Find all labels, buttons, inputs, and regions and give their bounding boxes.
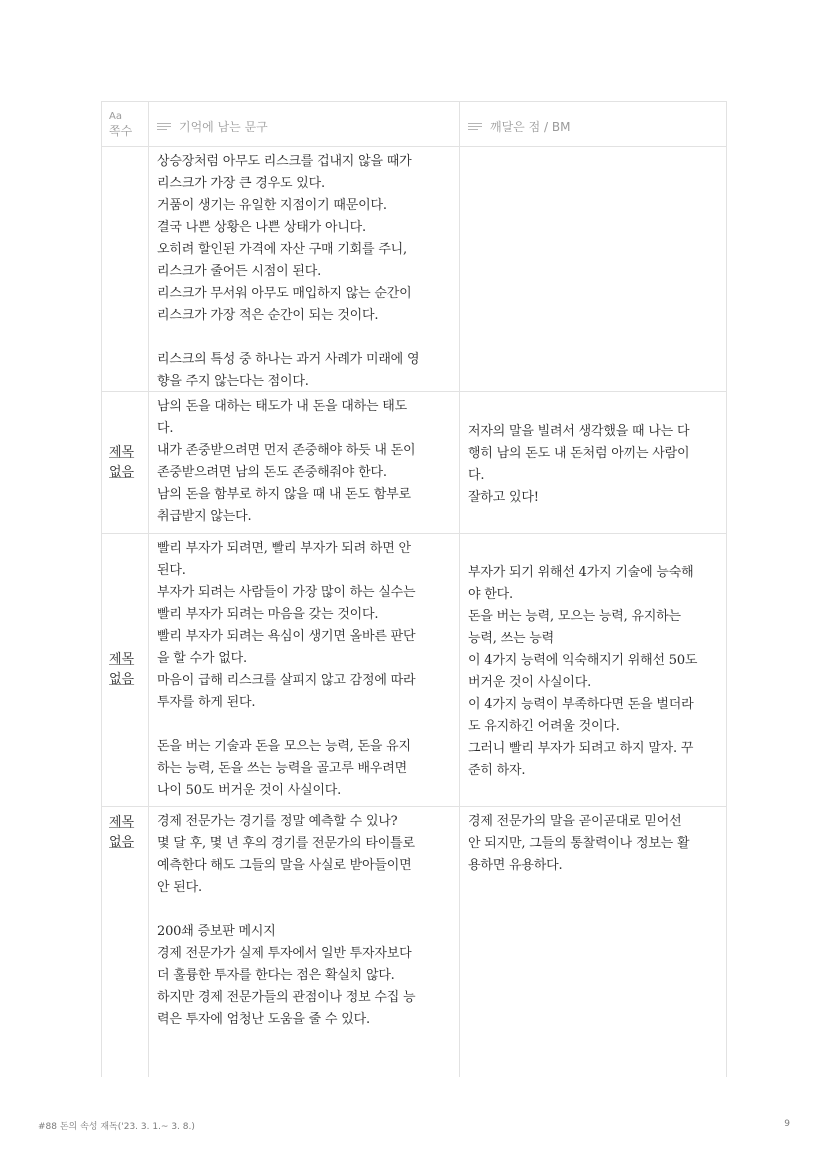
header-insight-label: 깨달은 점 / BM xyxy=(490,119,571,134)
page-cell[interactable] xyxy=(101,807,148,1077)
quote-cell[interactable] xyxy=(148,807,459,1077)
header-quote-label: 기억에 남는 문구 xyxy=(179,119,268,134)
page-cell[interactable] xyxy=(101,534,148,806)
footer-document-title: #88 돈의 속성 재독('23. 3. 1.~ 3. 8.) xyxy=(38,1122,195,1132)
header-quote-column[interactable] xyxy=(148,102,459,146)
header-page-label: 쪽수 xyxy=(109,124,133,138)
insight-text: 부자가 되기 위해선 4가지 기술에 능숙해 야 한다. 돈을 버는 능력, 모으는 능력, 유지하는 능력, 쓰는 능력 이 4가지 능력에 익숙해지기 위해선 50도 버거운 것이 사실이다. 이 4가지 능력이 부족하다면 돈을 벌더라 도 유지하긴 어려울 것이다. 그러니 빨리 부자가 되려고 하지 말자. 꾸 준히 하자. xyxy=(468,565,698,778)
quote-text: 상승장처럼 아무도 리스크를 겁내지 않을 때가 리스크가 가장 큰 경우도 있다. 거품이 생기는 유일한 지점이기 때문이다. 결국 나쁜 상황은 나쁜 상태가 아니다. 오히려 할인된 가격에 자산 구매 기회를 주니, 리스크가 줄어든 시점이 된다. 리스크가 무서워 아무도 매입하지 않는 순간이 리스크가 가장 적은 순간이 되는 것이다. 리스크의 특성 중 하나는 과거 사례가 미래에 영 향을 주지 않는다는 점이다. xyxy=(157,154,420,389)
header-insight-column[interactable] xyxy=(459,102,727,146)
quote-text: 빨리 부자가 되려면, 빨리 부자가 되려 하면 안 된다. 부자가 되려는 사람들이 가장 많이 하는 실수는 빨리 부자가 되려는 마음을 갖는 것이다. 빨리 부자가 되려는 욕심이 생기면 올바른 판단 을 할 수가 없다. 마음이 급해 리스크를 살피지 않고 감정에 따라 투자를 하게 된다. 돈을 버는 기술과 돈을 모으는 능력, 돈을 유지 하는 능력, 돈을 쓰는 능력을 골고루 배우려면 나이 50도 버거운 것이 사실이다. xyxy=(157,541,416,798)
table-row xyxy=(101,534,727,807)
insight-text: 경제 전문가의 말을 곧이곧대로 믿어선 안 되지만, 그들의 통찰력이나 정보는 활 용하면 유용하다. xyxy=(468,814,690,873)
page-title-link[interactable]: 제목 없음 xyxy=(109,652,135,687)
quote-text: 경제 전문가는 경기를 정말 예측할 수 있나? 몇 달 후, 몇 년 후의 경기를 전문가의 타이틀로 예측한다 해도 그들의 말을 사실로 받아들이면 안 된다. 200쇄 증보판 메시지 경제 전문가가 실제 투자에서 일반 투자자보다 더 훌륭한 투자를 한다는 점은 확실치 않다. 하지만 경제 전문가들의 관점이나 정보 수집 능 력은 투자에 엄청난 도움을 줄 수 있다. xyxy=(157,814,416,1027)
text-type-icon: Aa xyxy=(109,111,122,122)
page-title-link[interactable]: 제목 없음 xyxy=(109,815,135,850)
insight-cell[interactable] xyxy=(459,807,727,1077)
text-lines-icon xyxy=(468,121,482,132)
table-row xyxy=(101,392,727,534)
insight-cell[interactable] xyxy=(459,392,727,533)
table-row xyxy=(101,807,727,1077)
table-row xyxy=(101,147,727,392)
quote-cell[interactable] xyxy=(148,534,459,806)
insight-cell[interactable] xyxy=(459,147,727,391)
header-page-column[interactable] xyxy=(101,102,148,146)
insight-text: 저자의 말을 빌려서 생각했을 때 나는 다 행히 남의 돈도 내 돈처럼 아끼는 사람이 다. 잘하고 있다! xyxy=(468,423,690,505)
table-header-row xyxy=(101,102,727,147)
page-cell[interactable] xyxy=(101,147,148,391)
page-title-link[interactable]: 제목 없음 xyxy=(109,444,135,480)
page-footer xyxy=(38,1119,790,1132)
footer-page-number: 9 xyxy=(784,1119,790,1129)
quote-text: 남의 돈을 대하는 태도가 내 돈을 대하는 태도 다. 내가 존중받으려면 먼저 존중해야 하듯 내 돈이 존중받으려면 남의 돈도 존중해줘야 한다. 남의 돈을 함부로 하지 않을 때 내 돈도 함부로 취급받지 않는다. xyxy=(157,399,416,524)
insight-cell[interactable] xyxy=(459,534,727,806)
text-lines-icon xyxy=(157,121,171,132)
notes-table xyxy=(101,101,727,1077)
quote-cell[interactable] xyxy=(148,147,459,391)
page-cell[interactable] xyxy=(101,392,148,533)
quote-cell[interactable] xyxy=(148,392,459,533)
